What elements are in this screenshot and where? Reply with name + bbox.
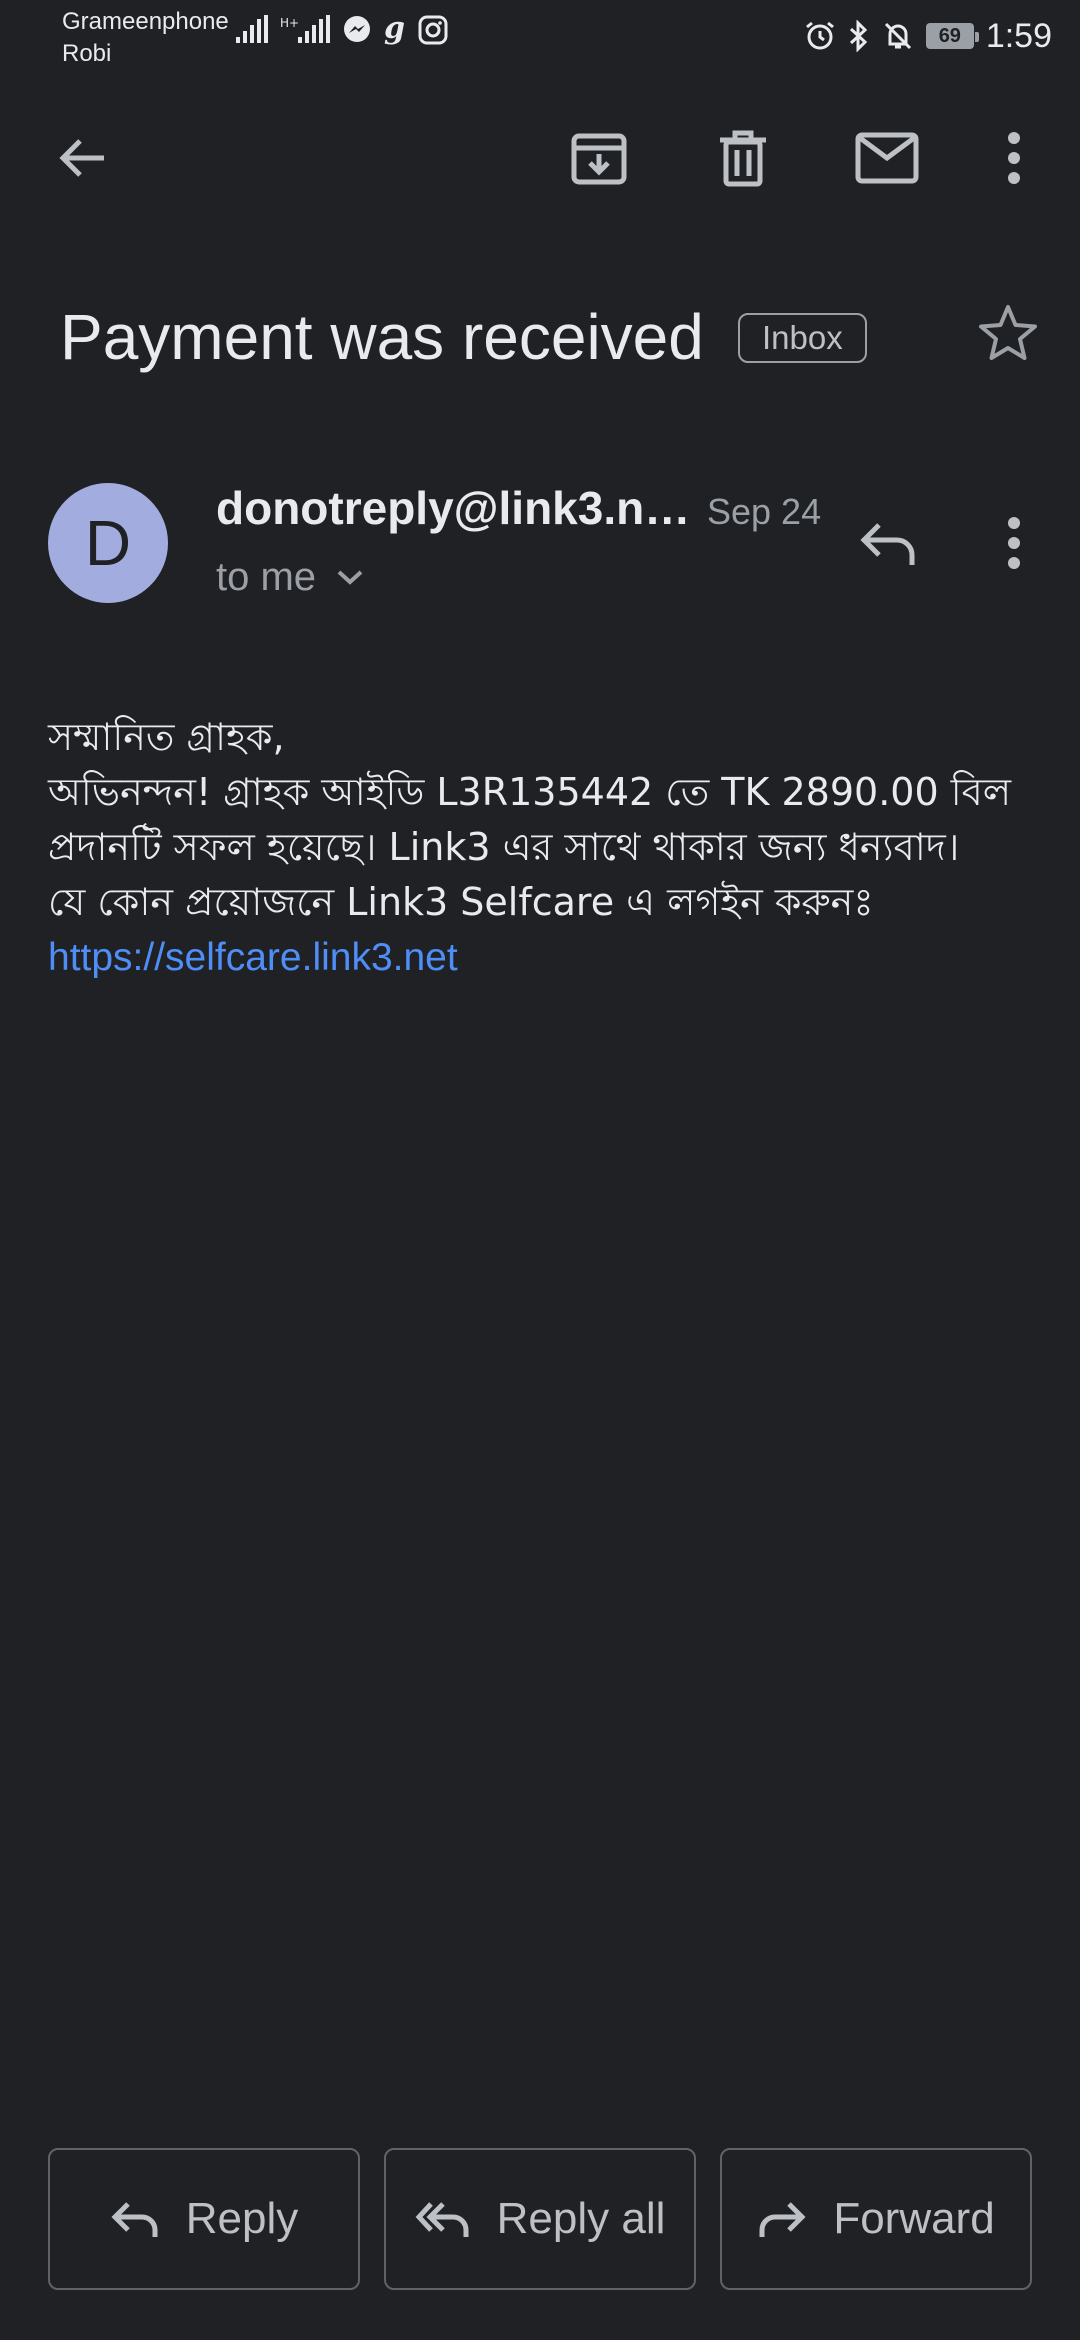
reply-button[interactable]	[48, 2148, 360, 2290]
more-vert-icon	[1004, 130, 1024, 186]
recipient-label: to me	[216, 555, 317, 599]
more-vert-icon	[1004, 515, 1024, 571]
carrier-info	[62, 6, 229, 70]
g-app-icon	[382, 14, 408, 46]
selfcare-link[interactable]: https://selfcare.link3.net	[48, 936, 458, 979]
sender-avatar[interactable]: D	[48, 483, 168, 603]
back-button[interactable]	[46, 122, 118, 194]
forward-icon	[757, 2199, 807, 2239]
reply-all-button[interactable]	[384, 2148, 696, 2290]
reply-all-label: Reply all	[496, 2194, 666, 2243]
forward-label: Forward	[833, 2194, 995, 2243]
svg-text:g: g	[384, 14, 405, 46]
notifications-off-icon	[882, 20, 914, 52]
signal-hplus-icon	[280, 15, 332, 45]
clock: 1:59	[985, 17, 1052, 55]
inbox-label-chip[interactable]: Inbox	[738, 313, 867, 363]
recipient-details-toggle[interactable]	[216, 552, 364, 602]
instagram-icon	[418, 15, 448, 45]
messenger-icon	[342, 15, 372, 45]
star-button[interactable]	[972, 297, 1044, 369]
email-date: Sep 24	[707, 491, 822, 532]
email-body	[48, 710, 1038, 985]
body-line: সম্মানিত গ্রাহক,	[48, 715, 285, 759]
reply-all-icon	[415, 2199, 471, 2239]
carrier-name-1: Grameenphone	[62, 8, 229, 35]
status-icons-right	[804, 12, 1052, 60]
archive-button[interactable]	[563, 122, 635, 194]
chevron-down-icon	[336, 567, 364, 587]
reply-icon	[859, 519, 917, 567]
sender-address[interactable]: donotreply@link3.n…	[216, 482, 691, 534]
body-line: প্রদানটি সফল হয়েছে। Link3 এর সাথে থাকার জন্য ধন্যবাদ।	[48, 825, 960, 869]
bluetooth-icon	[848, 20, 870, 52]
battery-indicator: 69	[926, 23, 974, 49]
reply-icon	[110, 2199, 160, 2239]
signal-icon	[234, 15, 270, 45]
delete-button[interactable]	[707, 122, 779, 194]
message-more-button[interactable]	[978, 507, 1050, 579]
alarm-icon	[804, 20, 836, 52]
star-icon	[977, 303, 1039, 363]
back-arrow-icon	[54, 130, 110, 186]
reply-label: Reply	[185, 2194, 299, 2243]
body-line: যে কোন প্রয়োজনে Link3 Selfcare এ লগইন করুনঃ	[48, 880, 874, 924]
carrier-name-2: Robi	[62, 40, 112, 67]
trash-icon	[715, 128, 771, 188]
mail-icon	[855, 132, 919, 184]
svg-text:H+: H+	[280, 16, 300, 30]
status-icons-left	[234, 14, 448, 46]
more-options-button[interactable]	[978, 122, 1050, 194]
mark-unread-button[interactable]	[851, 122, 923, 194]
email-subject: Payment was received	[60, 301, 704, 373]
reply-icon-button[interactable]	[852, 507, 924, 579]
body-line: অভিনন্দন! গ্রাহক আইডি L3R135442 তে TK 2890.00 বিল	[48, 770, 1012, 814]
forward-button[interactable]	[720, 2148, 1032, 2290]
archive-icon	[569, 128, 629, 188]
